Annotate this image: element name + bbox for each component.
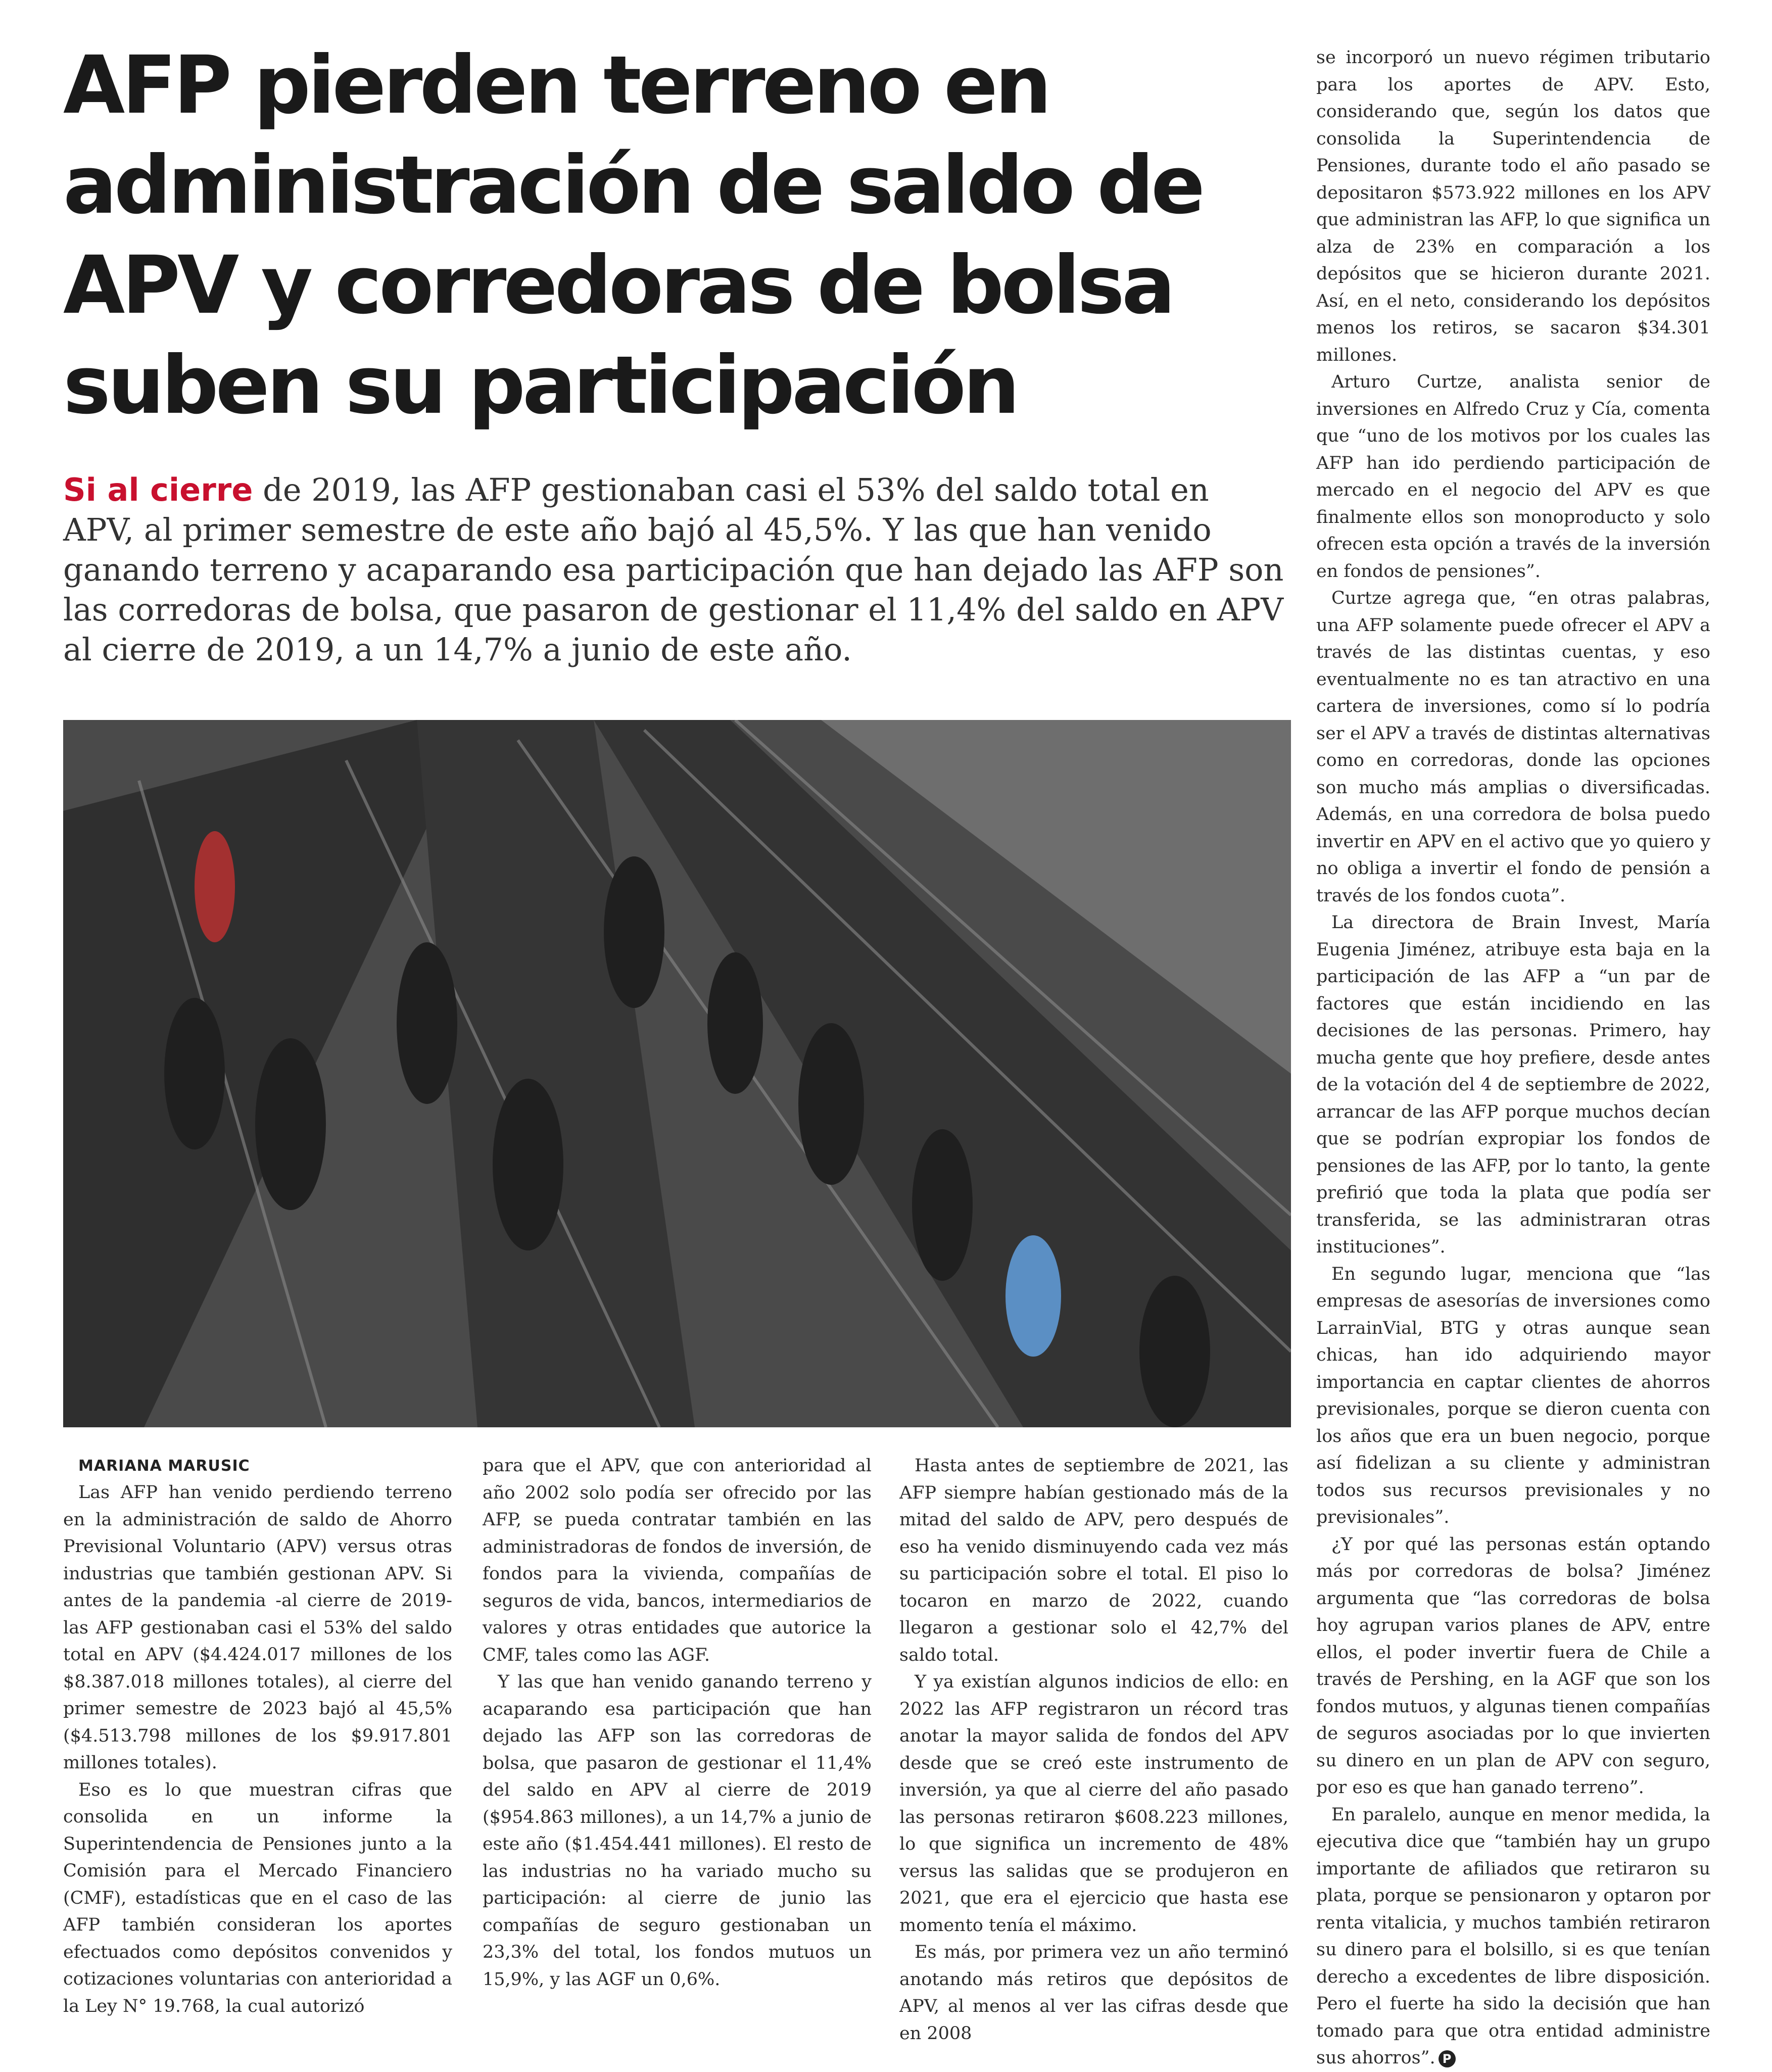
- article-column-1: [63, 1453, 452, 2020]
- dek-body: de 2019, las AFP gestionaban casi el 53% del saldo total en APV, al primer semestre de este año bajó al 45,5%. Y las que han venido ganando terreno y acaparando esa participación que han dejado las AFP son las corredoras de bolsa, que pasaron de gestionar el 11,4% del saldo en APV al cierre de 2019, a un 14,7% a junio de este año.: [63, 471, 1284, 668]
- paragraph: para que el APV, que con anterioridad al año 2002 solo podía ser ofrecido por las AFP, se pueda contratar también en las administradoras de fondos de inversión, de fondos para la vivienda, compañías de seguros de vida, bancos, intermediarios de valores y otras entidades que autorice la CMF, tales como las AGF.: [483, 1456, 872, 1665]
- paragraph: Arturo Curtze, analista senior de inversiones en Alfredo Cruz y Cía, comenta que “uno de los motivos por los cuales las AFP han ido perdiendo participación de mercado en el negocio del APV es que finalmente ellos son monoproducto y solo ofrecen esta opción a través de la inversión en fondos de pensiones”.: [1316, 372, 1710, 582]
- photo-illustration: [63, 720, 1291, 1427]
- byline: MARIANA MARUSIC: [78, 1457, 250, 1475]
- paragraph: Eso es lo que muestran cifras que consolida en un informe la Superintendencia de Pensiones junto a la Comisión para el Mercado Financiero (CMF), estadísticas que en el caso de las AFP también consideran los aportes efectuados como depósitos convenidos y cotizaciones voluntarias con anterioridad a la Ley N° 19.768, la cual autorizó: [63, 1779, 452, 2016]
- paragraph: ¿Y por qué las personas están optando más por corredoras de bolsa? Jiménez argumenta que “las corredoras de bolsa hoy agrupan varios planes de APV, entre ellos, el poder invertir fuera de Chile a través de Pershing, en la AGF que son los fondos mutuos, y algunas tienen compañías de seguros asociadas por lo que invierten su dinero en un plan de APV con seguro, por eso es que han ganado terreno”.: [1316, 1534, 1710, 1798]
- paragraph: En segundo lugar, menciona que “las empresas de asesorías de inversiones como LarrainVial, BTG y otras aunque sean chicas, han ido adquiriendo mayor importancia en captar clientes de ahorros previsionales, porque se dieron cuenta con los años que era un buen negocio, porque así fidelizan a su cliente y administran todos sus recursos previsionales y no previsionales”.: [1316, 1264, 1710, 1527]
- article-column-2: [483, 1453, 872, 1993]
- end-mark-icon: P: [1439, 2050, 1456, 2067]
- paragraph: Curtze agrega que, “en otras palabras, una AFP solamente puede ofrecer el APV a través de las distintas cuentas, y eso eventualmente no es tan atractivo en una cartera de inversiones, como sí lo podría ser el APV a través de distintas alternativas como en corredoras, donde las opciones son mucho más amplias o diversificadas. Además, en una corredora de bolsa puedo invertir en APV en el activo que yo quiero y no obliga a invertir el fondo de pensión a través de los fondos cuota”.: [1316, 588, 1710, 906]
- paragraph: se incorporó un nuevo régimen tributario para los aportes de APV. Esto, considerando que, según los datos que consolida la Superintendencia de Pensiones, durante todo el año pasado se depositaron $573.922 millones en los APV que administran las AFP, lo que significa un alza de 23% en comparación a los depósitos que se hicieron durante 2021. Así, en el neto, considerando los depósitos menos los retiros, se sacaron $34.301 millones.: [1316, 47, 1710, 365]
- paragraph: Las AFP han venido perdiendo terreno en la administración de saldo de Ahorro Previsional Voluntario (APV) versus otras industrias que también gestionan APV. Si antes de la pandemia -al cierre de 2019- las AFP gestionaban casi el 53% del saldo total en APV ($4.424.017 millones de los $8.387.018 millones totales), al cierre del primer semestre de 2023 bajó al 45,5% ($4.513.798 millones de los $9.917.801 millones totales).: [63, 1482, 452, 1773]
- article-column-3: [899, 1453, 1288, 2047]
- paragraph: La directora de Brain Invest, María Eugenia Jiménez, atribuye esta baja en la participación de las AFP a “un par de factores que están incidiendo en las decisiones de las personas. Primero, hay mucha gente que hoy prefiere, desde antes de la votación del 4 de septiembre de 2022, arrancar de las AFP porque muchos decían que se podrían expropiar los fondos de pensiones de las AFP, por lo tanto, la gente prefirió que toda la plata que podía ser transferida, se las administraran otras instituciones”.: [1316, 912, 1710, 1257]
- paragraph: Y las que han venido ganando terreno y acaparando esa participación que han dejado las AFP son las corredoras de bolsa, que pasaron de gestionar el 11,4% del saldo en APV al cierre de 2019 ($954.863 millones), a un 14,7% a junio de este año ($1.454.441 millones). El resto de las industrias no ha variado mucho su participación: al cierre de junio las compañías de seguro gestionaban un 23,3% del total, los fondos mutuos un 15,9%, y las AGF un 0,6%.: [483, 1672, 872, 1990]
- dek: [63, 470, 1286, 669]
- dek-lead: Si al cierre: [63, 471, 253, 508]
- paragraph: Hasta antes de septiembre de 2021, las AFP siempre habían gestionado más de la mitad del saldo de APV, pero después de eso ha venido disminuyendo cada vez más su participación sobre el total. El piso lo tocaron en marzo de 2022, cuando llegaron a gestionar solo el 42,7% del saldo total.: [899, 1456, 1288, 1665]
- headline: AFP pierden terreno en administración de saldo de APV y corredoras de bolsa suben su participación: [63, 39, 1203, 432]
- paragraph: Y ya existían algunos indicios de ello: en 2022 las AFP registraron un récord tras anotar la mayor salida de fondos del APV desde que se creó este instrumento de inversión, ya que al cierre del año pasado las personas retiraron $608.223 millones, lo que significa un incremento de 48% versus las salidas que se produjeron en 2021, que era el ejercicio que hasta ese momento tenía el máximo.: [899, 1672, 1288, 1936]
- paragraph: [1316, 1802, 1710, 2072]
- article-column-4: [1316, 44, 1710, 2072]
- paragraph: Es más, por primera vez un año terminó anotando más retiros que depósitos de APV, al menos al ver las cifras desde que en 2008: [899, 1942, 1288, 2044]
- escalator-crowd-photo: [63, 720, 1291, 1427]
- paragraph-text: En paralelo, aunque en menor medida, la ejecutiva dice que “también hay un grupo importante de afiliados que retiraron su plata, porque se pensionaron y optaron por renta vitalicia, y muchos también retiraron su dinero para el bolsillo, si es que tenían derecho a excedentes de libre disposición. Pero el fuerte ha sido la decisión que han tomado para que otra entidad administre sus ahorros”.: [1316, 1804, 1710, 2068]
